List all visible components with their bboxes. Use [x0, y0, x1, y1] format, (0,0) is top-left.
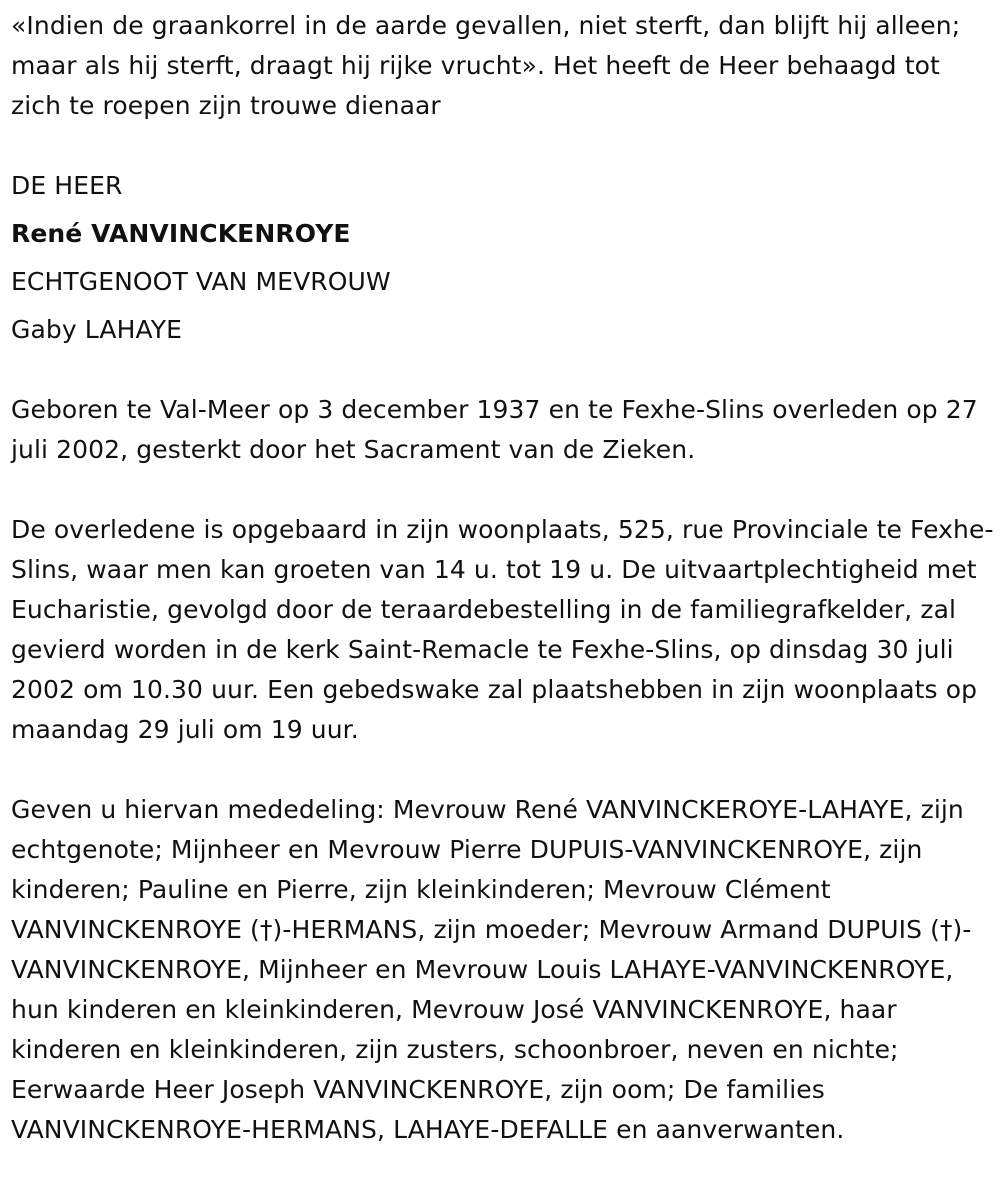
- spacer: [11, 470, 996, 510]
- arrangements-paragraph: De overledene is opgebaard in zijn woonplaats, 525, rue Provinciale te Fexhe-Slins, waar men kan groeten van 14 u. tot 19 u. De uitvaartplechtigheid met Eucharistie, gevolgd door de teraardebestelling in de familiegrafkelder, zal gevierd worden in de kerk Saint-Remacle te Fexhe-Slins, op dinsdag 30 juli 2002 om 10.30 uur. Een gebedswake zal plaatshebben in zijn woonplaats op maandag 29 juli om 19 uur.: [11, 515, 994, 744]
- spouse-name: Gaby LAHAYE: [11, 315, 183, 344]
- spouse-label: ECHTGENOOT VAN MEVROUW: [11, 267, 391, 296]
- spacer: [11, 750, 996, 790]
- spacer: [11, 350, 996, 390]
- intro-quote: «Indien de graankorrel in de aarde gevallen, niet sterft, dan blijft hij alleen; maar als hij sterft, draagt hij rijke vrucht». Het heeft de Heer behaagd tot zich te roepen zijn trouwe dienaar: [11, 11, 961, 120]
- obituary-notice: [11, 6, 996, 1150]
- name-block: [11, 162, 996, 354]
- family-announcement-paragraph: Geven u hiervan mededeling: Mevrouw René VANVINCKEROYE-LAHAYE, zijn echtgenote; Mijnheer en Mevrouw Pierre DUPUIS-VANVINCKENROYE, zijn kinderen; Pauline en Pierre, zijn kleinkinderen; Mevrouw Clément VANVINCKENROYE (†)-HERMANS, zijn moeder; Mevrouw Armand DUPUIS (†)-VANVINCKENROYE, Mijnheer en Mevrouw Louis LAHAYE-VANVINCKENROYE, hun kinderen en kleinkinderen, Mevrouw José VANVINCKENROYE, haar kinderen en kleinkinderen, zijn zusters, schoonbroer, neven en nichte; Eerwaarde Heer Joseph VANVINCKENROYE, zijn oom; De families VANVINCKENROYE-HERMANS, LAHAYE-DEFALLE en aanverwanten.: [11, 795, 972, 1144]
- birth-death-paragraph: Geboren te Val-Meer op 3 december 1937 en te Fexhe-Slins overleden op 27 juli 2002, gesterkt door het Sacrament van de Zieken.: [11, 395, 978, 464]
- spacer: [11, 126, 996, 166]
- deceased-name: René VANVINCKENROYE: [11, 219, 351, 248]
- honorific-title: DE HEER: [11, 171, 123, 200]
